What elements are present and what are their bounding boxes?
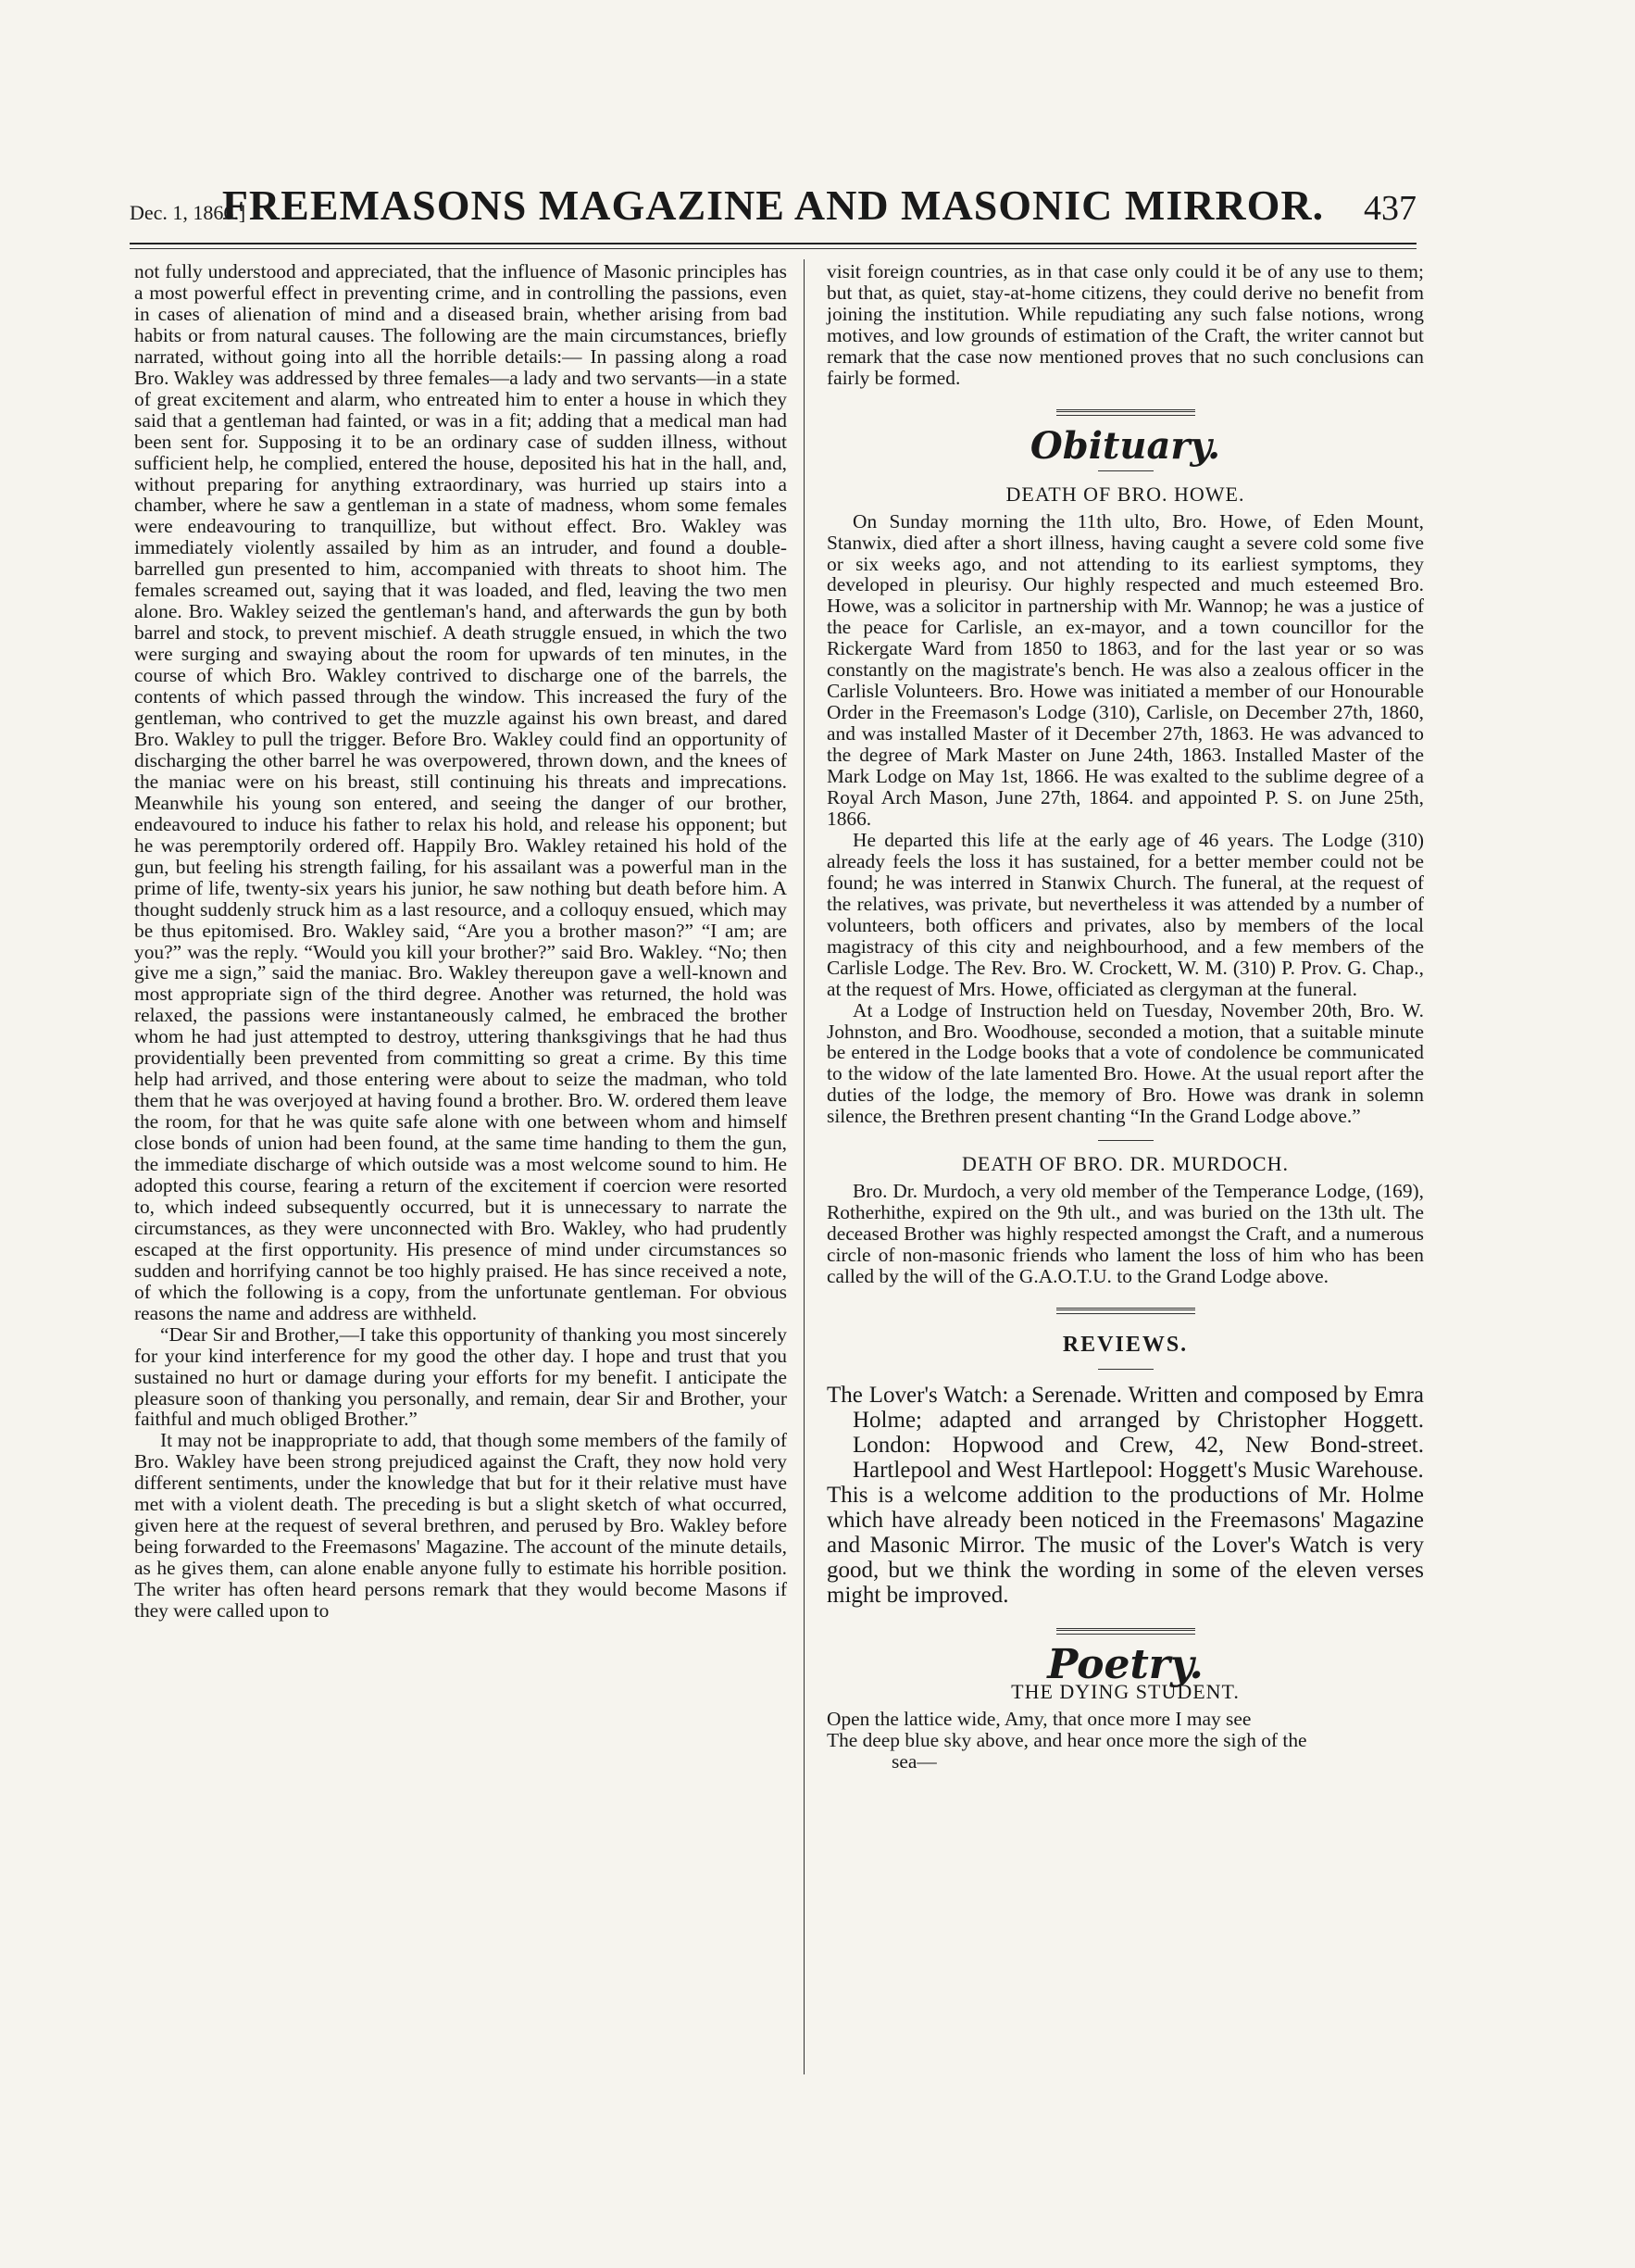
section-divider: [1056, 1628, 1195, 1635]
section-divider: [1056, 1308, 1195, 1314]
short-rule: [1098, 1140, 1154, 1141]
page-header: [130, 181, 1417, 236]
column-divider: [804, 259, 805, 2074]
review-body: This is a welcome addition to the productions of Mr. Holme which have already been noticed in the Freemasons' Magazine and Masonic Mirror. The music of the Lover's Watch is very good, but we think the wording in some of the eleven verses might be improved.: [827, 1482, 1424, 1608]
obituary-heading: Obituary.: [1030, 423, 1221, 468]
review-entry: The Lover's Watch: a Serenade. Written and composed by Emra Holme; adapted and arranged by Christopher Hoggett. London: Hopwood and Crew, 42, New Bond-street. Hartlepool and West Hartlepool: Hoggett's Music Warehouse.: [827, 1382, 1424, 1483]
letter-quote: “Dear Sir and Brother,—I take this opportunity of thanking you most sincerely for your kind interference for my good the other day. I hope and trust that you sustained no hurt or damage during your efforts for my benefit. I anticipate the pleasure soon of thanking you personally, and remain, dear Sir and Brother, your faithful and much obliged Brother.”: [134, 1322, 787, 1431]
howe-paragraph: He departed this life at the early age of 46 years. The Lodge (310) already feels the loss it has sustained, for a better member could not be found; he was interred in Stanwix Church. The funeral, at the request of the relatives, was private, but nevertheless it was attended by a number of volunteers, both officers and privates, also by members of the local magistracy of this city and neighbourhood, and a few members of the Carlisle Lodge. The Rev. Bro. W. Crockett, W. M. (310) P. Prov. G. Chap., at the request of Mrs. Howe, officiated as clergyman at the funeral.: [827, 828, 1424, 1000]
header-rule: [130, 243, 1417, 244]
poem-line: Open the lattice wide, Amy, that once more I may see: [827, 1707, 1252, 1730]
issue-date: Dec. 1, 1866.]: [130, 201, 246, 224]
wakley-narrative: not fully understood and appreciated, that the influence of Masonic principles has a most powerful effect in preventing crime, and in controlling the passions, even in cases of alienation of mind and a diseased brain, whether arising from bad habits or from natural causes. The following are the main circumstances, briefly narrated, without going into all the horrible details:— In passing along a road Bro. Wakley was addressed by three females—a lady and two servants—in a state of great excitement and alarm, who entreated him to enter a house in which they said that a gentleman had fainted, or was in a fit; adding that a medical man had been sent for. Supposing it to be an ordinary case of sudden illness, without sufficient help, he complied, entered the house, deposited his hat in the hall, and, without preparing for anything extraordinary, was hurried up stairs into a chamber, where he saw a gentleman in a state of madness, whom some females were endeavouring to tranquillize, but without effect. Bro. Wakley was immediately violently assailed by him as an intruder, and found a double-barrelled gun presented to him, accompanied with threats to shoot him. The females screamed out, saying that it was loaded, and fled, leaving the two men alone. Bro. Wakley seized the gentleman's hand, and afterwards the gun by both barrel and stock, to prevent mischief. A death struggle ensued, in which the two were surging and swaying about the room for upwards of ten minutes, in the course of which Bro. Wakley contrived to discharge one of the barrels, the contents of which passed through the window. This increased the fury of the gentleman, who contrived to get the muzzle against his own breast, and dared Bro. Wakley to pull the trigger. Before Bro. Wakley could find an opportunity of discharging the other barrel he was overpowered, thrown down, and the knees of the maniac were on his breast, still continuing his threats and imprecations. Meanwhile his young son entered, and seeing the danger of our brother, endeavoured to induce his father to relax his hold, and release his opponent; but he was peremptorily ordered off. Happily Bro. Wakley retained his hold of the gun, but feeling his strength failing, for his assailant was a powerful man in the prime of life, twenty-six years his junior, he saw nothing but death before him. A thought suddenly struck him as a last resource, and a colloquy ensued, which may be thus epitomised. Bro. Wakley said, “Are you a brother mason?” “I am; are you?” was the reply. “Would you kill your brother?” said Bro. Wakley. “No; then give me a sign,” said the maniac. Bro. Wakley thereupon gave a well-known and most appropriate sign of the third degree. Another was returned, the hold was relaxed, the passions were instantaneously calmed, he embraced the brother whom he had just attempted to destroy, uttering thanksgivings that he had thus providentially been prevented from committing so great a crime. By this time help had arrived, and those entering were about to seize the madman, who told them that he was overjoyed at having found a brother. Bro. W. ordered them leave the room, for that he was quite safe alone with one between whom and himself close bonds of union had been found, at the same time handing to them the gun, the immediate discharge of which outside was a most welcome sound to him. He adopted this course, fearing a return of the excitement if coercion were resorted to, which indeed subsequently occurred, but it is unnecessary to narrate the circumstances, as they were unconnected with Bro. Wakley, who had prudently escaped at the first opportunity. His presence of mind under circumstances so sudden and horrifying cannot be too highly praised. He has since received a note, of which the following is a copy, from the unfortunate gentleman. For obvious reasons the name and address are withheld.: [134, 260, 787, 1324]
wakley-conclusion: It may not be inappropriate to add, that though some members of the family of Bro. Wakley have been strong prejudiced against the Craft, they now hold very different sentiments, under the knowledge that but for it their relative must have met with a violent death. The preceding is but a slight sketch of what occurred, given here at the request of several brethren, and perused by Bro. Wakley before being forwarded to the Freemasons' Magazine. The account of the minute details, as he gives them, can alone enable anyone fully to estimate his horrible position. The writer has often heard persons remark that they would become Masons if they were called upon to: [134, 1429, 787, 1623]
poem-line-continuation: sea—: [892, 1749, 937, 1773]
poem-title: THE DYING STUDENT.: [1011, 1679, 1240, 1703]
poem-line: The deep blue sky above, and hear once more the sigh of the: [827, 1728, 1307, 1751]
section-divider: [1056, 409, 1195, 416]
poetry-heading: Poetry.: [1047, 1640, 1204, 1688]
left-column: [134, 261, 787, 1622]
murdoch-heading: DEATH OF BRO. DR. MURDOCH.: [962, 1152, 1289, 1176]
header-rule-thin: [130, 248, 1417, 249]
howe-heading: DEATH OF BRO. HOWE.: [1005, 482, 1245, 506]
reviews-heading: REVIEWS.: [1062, 1332, 1189, 1357]
right-column: [827, 261, 1424, 1773]
magazine-title: FREEMASONS MAGAZINE AND MASONIC MIRROR.: [221, 182, 1325, 229]
article-continuation: visit foreign countries, as in that case only could it be of any use to them; but that, as quiet, stay-at-home citizens, they could derive no benefit from joining the institution. While repudiating any such false notions, wrong motives, and low grounds of estimation of the Craft, the writer cannot but remark that the case now mentioned proves that no such conclusions can fairly be formed.: [827, 260, 1424, 389]
page-number: 437: [1364, 189, 1417, 228]
murdoch-paragraph: Bro. Dr. Murdoch, a very old member of the Temperance Lodge, (169), Rotherhithe, expired on the 9th ult., and was buried on the 13th ult. The deceased Brother was highly respected amongst the Craft, and a numerous circle of non-masonic friends who lament the loss of him who has been called by the will of the G.A.O.T.U. to the Grand Lodge above.: [827, 1180, 1424, 1288]
short-rule: [1098, 470, 1154, 471]
howe-paragraph: On Sunday morning the 11th ulto, Bro. Howe, of Eden Mount, Stanwix, died after a short illness, having caught a severe cold some five or six weeks ago, and not attending to its earliest symptoms, they developed in pleurisy. Our highly respected and much esteemed Bro. Howe, was a solicitor in partnership with Mr. Wannop; he was a justice of the peace for Carlisle, an ex-mayor, and a town councillor for the Rickergate Ward from 1850 to 1863, and for the last year or so was constantly on the magistrate's bench. He was also a zealous officer in the Carlisle Volunteers. Bro. Howe was initiated a member of our Honourable Order in the Freemason's Lodge (310), Carlisle, on December 27th, 1860, and was installed Master of it December 27th, 1863. He was advanced to the degree of Mark Master on June 24th, 1863. Installed Master of the Mark Lodge on May 1st, 1866. He was exalted to the sublime degree of a Royal Arch Mason, June 27th, 1864. and appointed P. S. on June 25th, 1866.: [827, 509, 1424, 830]
howe-paragraph: At a Lodge of Instruction held on Tuesday, November 20th, Bro. W. Johnston, and Bro. Woodhouse, seconded a motion, that a suitable minute be entered in the Lodge books that a vote of condolence be communicated to the widow of the late lamented Bro. Howe. At the usual report after the duties of the lodge, the memory of Bro. Howe was drank in solemn silence, the Brethren present chanting “In the Grand Lodge above.”: [827, 998, 1424, 1128]
short-rule: [1098, 1369, 1154, 1370]
